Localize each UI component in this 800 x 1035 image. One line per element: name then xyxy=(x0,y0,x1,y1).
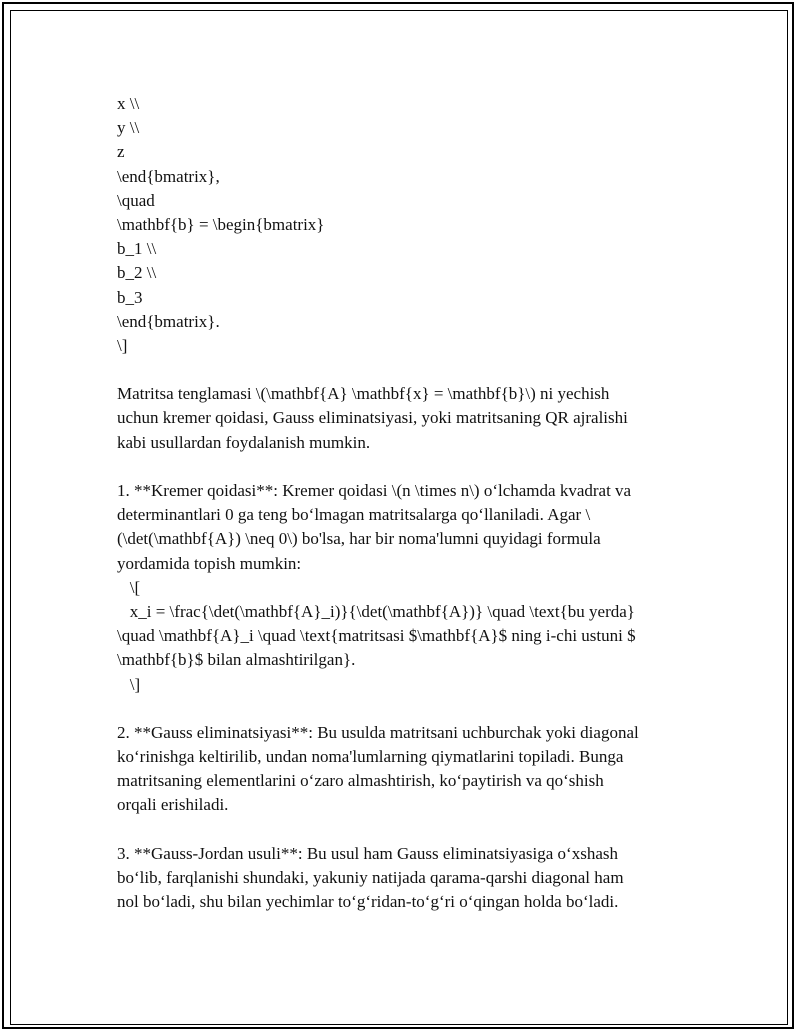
text-line: Matritsa tenglamasi \(\mathbf{A} \mathbf{x} = \mathbf{b}\) ni yechish xyxy=(117,384,610,404)
text-line: nol bo‘ladi, shu bilan yechimlar to‘g‘ridan-to‘g‘ri o‘qingan holda bo‘ladi. xyxy=(117,892,619,912)
text-line: \mathbf{b}$ bilan almashtirilgan}. xyxy=(117,650,356,670)
text-line: x \\ xyxy=(117,94,140,113)
text-line: determinantlari 0 ga teng bo‘lmagan matritsalarga qo‘llaniladi. Agar \ xyxy=(117,505,591,525)
text-line: (\det(\mathbf{A}) \neq 0\) bo'lsa, har bir noma'lumni quyidagi formula xyxy=(117,529,601,549)
text-line: ko‘rinishga keltirilib, undan noma'lumlarning qiymatlarini topiladi. Bunga xyxy=(117,747,624,767)
text-line: \] xyxy=(117,674,141,694)
text-line: z xyxy=(117,142,125,162)
list-item-gauss xyxy=(117,721,697,818)
list-item-gauss-jordan xyxy=(117,842,697,915)
text-line: \end{bmatrix}, xyxy=(117,166,220,186)
text-line: matritsaning elementlarini o‘zaro almashtirish, ko‘paytirish va qo‘shish xyxy=(117,771,604,791)
text-line: 3. **Gauss-Jordan usuli**: Bu usul ham Gauss eliminatsiyasiga o‘xshash xyxy=(117,843,618,863)
text-line: \end{bmatrix}. xyxy=(117,311,220,331)
text-line: y \\ xyxy=(117,118,140,138)
text-line: b_3 xyxy=(117,287,143,307)
text-line: bo‘lib, farqlanishi shundaki, yakuniy natijada qarama-qarshi diagonal ham xyxy=(117,868,624,887)
text-line: b_2 \\ xyxy=(117,263,157,283)
text-line: orqali erishiladi. xyxy=(117,795,229,815)
text-line: b_1 \\ xyxy=(117,239,157,259)
text-line: uchun kremer qoidasi, Gauss eliminatsiyasi, yoki matritsaning QR ajralishi xyxy=(117,408,628,428)
list-item-kremer xyxy=(117,479,697,697)
text-line: 2. **Gauss eliminatsiyasi**: Bu usulda matritsani uchburchak yoki diagonal xyxy=(117,722,639,742)
text-line: \] xyxy=(117,335,128,355)
text-line: 1. **Kremer qoidasi**: Kremer qoidasi \(n \times n\) o‘lchamda kvadrat va xyxy=(117,481,632,500)
text-line: yordamida topish mumkin: xyxy=(117,553,302,573)
text-line: \quad \mathbf{A}_i \quad \text{matritsasi $\mathbf{A}$ ning i-chi ustuni $ xyxy=(117,626,636,646)
intro-paragraph xyxy=(117,382,697,455)
document-body xyxy=(117,92,697,914)
matrix-block xyxy=(117,92,697,358)
text-line: \mathbf{b} = \begin{bmatrix} xyxy=(117,214,325,234)
text-line: kabi usullardan foydalanish mumkin. xyxy=(117,432,371,452)
text-line: x_i = \frac{\det(\mathbf{A}_i)}{\det(\mathbf{A})} \quad \text{bu yerda} xyxy=(117,601,635,621)
text-line: \quad xyxy=(117,190,155,210)
text-line: \[ xyxy=(117,577,141,597)
